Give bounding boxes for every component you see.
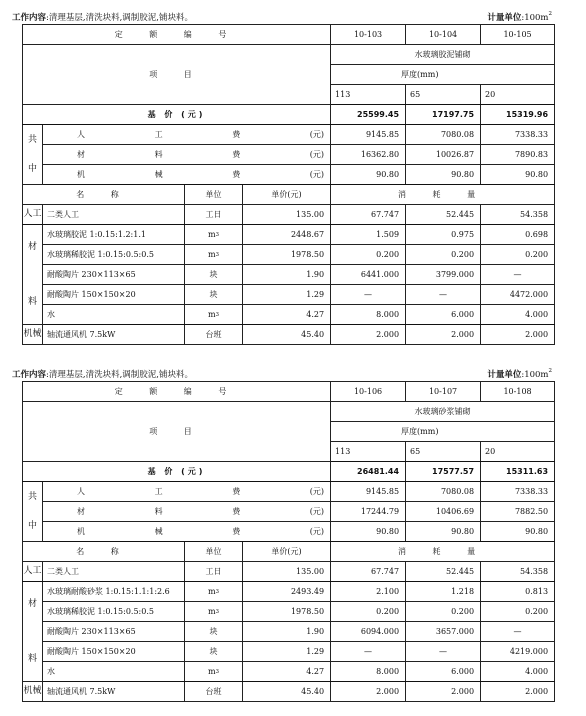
- material-row: [23, 582, 555, 602]
- quota-table: [22, 24, 555, 345]
- consumption-header: 消 耗 量: [331, 185, 555, 205]
- materials-side-label: [23, 582, 43, 682]
- of-which-char: 中: [27, 163, 37, 174]
- material-name: 水: [43, 662, 185, 682]
- material-value: 1.509: [331, 225, 406, 245]
- labor-name: 二类人工: [43, 205, 185, 225]
- material-unit-text: 块: [209, 289, 218, 299]
- fee-char: 料: [154, 149, 163, 159]
- name-column-header: 名 称: [23, 542, 185, 562]
- material-unit-text: m: [207, 666, 216, 676]
- material-unit: [185, 622, 243, 642]
- base-price: 15319.96: [481, 105, 555, 125]
- fee-label: [43, 522, 331, 542]
- fee-char: (元): [309, 506, 325, 516]
- material-value: —: [481, 622, 555, 642]
- material-row: [23, 622, 555, 642]
- fee-row: [23, 502, 555, 522]
- measure-unit: [487, 11, 552, 23]
- fee-label: [43, 502, 331, 522]
- consumption-header: 消 耗 量: [331, 542, 555, 562]
- measure-unit-value: :100m: [521, 13, 549, 23]
- material-value: 0.200: [406, 245, 481, 265]
- material-value: 0.698: [481, 225, 555, 245]
- fee-row: [23, 522, 555, 542]
- material-name: 水玻璃稀胶泥 1:0.15:0.5:0.5: [43, 245, 185, 265]
- quota-code-label: 定 额 编 号: [23, 382, 331, 402]
- price-column-header: 单价(元): [243, 542, 331, 562]
- material-unit-text: m: [207, 586, 216, 596]
- quota-code-row: [23, 382, 555, 402]
- quota-table-block: [0, 365, 586, 702]
- quota-table-block: [0, 8, 586, 345]
- material-unit-text: m: [207, 249, 216, 259]
- price-column-header: 单价(元): [243, 185, 331, 205]
- quota-code: 10-105: [481, 25, 555, 45]
- material-name: 耐酸陶片 230×113×65: [43, 265, 185, 285]
- item-label: 项 目: [23, 402, 331, 462]
- base-price-label: 基 价 (元): [23, 462, 331, 482]
- material-value: 3657.000: [406, 622, 481, 642]
- fee-value: 7338.33: [481, 482, 555, 502]
- measure-unit: [487, 368, 552, 380]
- of-which-char: 中: [27, 520, 37, 531]
- fee-char: 械: [154, 169, 163, 179]
- work-content: [12, 368, 193, 380]
- material-unit: [185, 305, 243, 325]
- column-header-row: [23, 542, 555, 562]
- material-unit-text: m: [207, 309, 216, 319]
- unit-column-header: 单位: [185, 185, 243, 205]
- labor-name: 二类人工: [43, 562, 185, 582]
- material-value: 0.200: [406, 602, 481, 622]
- name-column-header: 名 称: [23, 185, 185, 205]
- material-value: 0.975: [406, 225, 481, 245]
- fee-char: 工: [154, 129, 163, 139]
- material-value: —: [406, 642, 481, 662]
- quota-table: [22, 381, 555, 702]
- material-value: —: [481, 265, 555, 285]
- measure-unit-label: 计量单位: [487, 13, 522, 23]
- fee-char: 费: [232, 129, 241, 139]
- fee-value: 90.80: [331, 522, 406, 542]
- material-unit-sup: 3: [215, 668, 220, 675]
- fee-value: 7080.08: [406, 125, 481, 145]
- fee-value: 9145.85: [331, 482, 406, 502]
- material-value: 4.000: [481, 662, 555, 682]
- material-price: 2493.49: [243, 582, 331, 602]
- labor-unit: 工日: [185, 562, 243, 582]
- base-price-row: [23, 105, 555, 125]
- labor-value: 67.747: [331, 562, 406, 582]
- material-unit: [185, 582, 243, 602]
- machine-value: 2.000: [481, 325, 555, 345]
- fee-label-chars: [43, 507, 330, 517]
- labor-value: 54.358: [481, 205, 555, 225]
- labor-unit: 工日: [185, 205, 243, 225]
- fee-char: 材: [77, 506, 85, 516]
- fee-char: 人: [77, 129, 85, 139]
- fee-char: 人: [77, 486, 85, 496]
- quota-code: 10-104: [406, 25, 481, 45]
- fee-char: 费: [232, 486, 241, 496]
- fee-char: 机: [77, 526, 85, 536]
- material-value: 0.200: [331, 245, 406, 265]
- machine-row: [23, 325, 555, 345]
- material-value: 8.000: [331, 662, 406, 682]
- material-price: 4.27: [243, 662, 331, 682]
- fee-value: 10026.87: [406, 145, 481, 165]
- fee-value: 90.80: [481, 165, 555, 185]
- machine-unit: 台班: [185, 682, 243, 702]
- thickness-value: 65: [406, 442, 481, 462]
- machine-unit: 台班: [185, 325, 243, 345]
- material-unit-text: m: [207, 606, 216, 616]
- material-unit: [185, 642, 243, 662]
- material-value: —: [331, 285, 406, 305]
- material-unit-text: 块: [209, 646, 218, 656]
- machine-value: 2.000: [331, 682, 406, 702]
- material-unit: [185, 285, 243, 305]
- material-unit: [185, 265, 243, 285]
- material-value: 4472.000: [481, 285, 555, 305]
- material-value: 6094.000: [331, 622, 406, 642]
- material-value: 0.200: [331, 602, 406, 622]
- material-unit-sup: 3: [215, 608, 220, 615]
- material-row: [23, 662, 555, 682]
- unit-superscript: 2: [548, 11, 552, 17]
- machine-value: 2.000: [406, 325, 481, 345]
- material-name: 耐酸陶片 150×150×20: [43, 642, 185, 662]
- fee-char: 料: [154, 506, 163, 516]
- quota-code: 10-108: [481, 382, 555, 402]
- base-price-label: 基 价 (元): [23, 105, 331, 125]
- fee-value: 16362.80: [331, 145, 406, 165]
- fee-char: 工: [154, 486, 163, 496]
- quota-code-label: 定 额 编 号: [23, 25, 331, 45]
- fee-label: [43, 482, 331, 502]
- materials-side-char: 材: [27, 598, 37, 609]
- material-name: 耐酸陶片 150×150×20: [43, 285, 185, 305]
- fee-value: 7338.33: [481, 125, 555, 145]
- machine-value: 2.000: [406, 682, 481, 702]
- material-value: 0.200: [481, 245, 555, 265]
- material-price: 1978.50: [243, 245, 331, 265]
- machine-price: 45.40: [243, 325, 331, 345]
- labor-value: 54.358: [481, 562, 555, 582]
- labor-price: 135.00: [243, 205, 331, 225]
- quota-code: 10-103: [331, 25, 406, 45]
- thickness-value: 113: [331, 442, 406, 462]
- group-title: 水玻璃砂浆铺砌: [331, 402, 555, 422]
- material-name: 水玻璃耐酸砂浆 1:0.15:1.1:1:2.6: [43, 582, 185, 602]
- fee-row: [23, 125, 555, 145]
- base-price: 17577.57: [406, 462, 481, 482]
- labor-value: 52.445: [406, 205, 481, 225]
- fee-value: 7890.83: [481, 145, 555, 165]
- material-price: 1.90: [243, 265, 331, 285]
- fee-label-chars: [43, 170, 330, 180]
- fee-value: 17244.79: [331, 502, 406, 522]
- fee-value: 90.80: [406, 165, 481, 185]
- materials-side-char: 料: [27, 653, 37, 664]
- material-row: [23, 225, 555, 245]
- unit-column-header: 单位: [185, 542, 243, 562]
- material-price: 2448.67: [243, 225, 331, 245]
- fee-row: [23, 165, 555, 185]
- material-row: [23, 245, 555, 265]
- labor-side-label: 人工: [23, 205, 43, 225]
- fee-value: 90.80: [406, 522, 481, 542]
- measure-unit-label: 计量单位: [487, 370, 522, 380]
- work-content: [12, 11, 193, 23]
- material-unit-sup: 3: [215, 251, 220, 258]
- material-value: 3799.000: [406, 265, 481, 285]
- materials-side-char: 料: [27, 296, 37, 307]
- fee-label-chars: [43, 130, 330, 140]
- labor-row: [23, 205, 555, 225]
- material-value: 0.813: [481, 582, 555, 602]
- material-value: 4.000: [481, 305, 555, 325]
- fee-char: 费: [232, 506, 241, 516]
- fee-char: (元): [309, 526, 325, 536]
- base-price: 15311.63: [481, 462, 555, 482]
- thickness-value: 20: [481, 442, 555, 462]
- fee-char: (元): [309, 486, 325, 496]
- material-price: 1978.50: [243, 602, 331, 622]
- work-content-label: 工作内容: [12, 370, 47, 380]
- material-price: 1.29: [243, 285, 331, 305]
- thickness-value: 65: [406, 85, 481, 105]
- table-header-line: [0, 365, 586, 381]
- machine-name: 轴流通风机 7.5kW: [43, 325, 185, 345]
- material-unit: [185, 245, 243, 265]
- fee-char: 费: [232, 169, 241, 179]
- machine-value: 2.000: [331, 325, 406, 345]
- fee-label: [43, 125, 331, 145]
- fee-char: 机: [77, 169, 85, 179]
- fee-row: [23, 482, 555, 502]
- fee-label-chars: [43, 487, 330, 497]
- fee-value: 90.80: [481, 522, 555, 542]
- material-value: —: [331, 642, 406, 662]
- base-price: 25599.45: [331, 105, 406, 125]
- fee-char: 费: [232, 149, 241, 159]
- work-content-text: :清理基层,清洗块料,调制胶泥,铺块料。: [46, 370, 193, 380]
- material-row: [23, 265, 555, 285]
- material-value: —: [406, 285, 481, 305]
- materials-side-char: 材: [27, 241, 37, 252]
- material-row: [23, 285, 555, 305]
- quota-code-row: [23, 25, 555, 45]
- material-unit-text: 块: [209, 269, 218, 279]
- material-unit-sup: 3: [215, 311, 220, 318]
- fee-char: (元): [309, 129, 325, 139]
- material-unit-text: 块: [209, 626, 218, 636]
- base-price-row: [23, 462, 555, 482]
- material-unit-sup: 3: [215, 588, 220, 595]
- machine-value: 2.000: [481, 682, 555, 702]
- fee-char: (元): [309, 149, 325, 159]
- material-value: 8.000: [331, 305, 406, 325]
- labor-row: [23, 562, 555, 582]
- base-price: 17197.75: [406, 105, 481, 125]
- machine-row: [23, 682, 555, 702]
- materials-side-label: [23, 225, 43, 325]
- fee-value: 9145.85: [331, 125, 406, 145]
- material-value: 6.000: [406, 662, 481, 682]
- material-unit: [185, 602, 243, 622]
- material-row: [23, 642, 555, 662]
- material-value: 6.000: [406, 305, 481, 325]
- machine-side-label: 机械: [23, 682, 43, 702]
- material-row: [23, 602, 555, 622]
- work-content-text: :清理基层,清洗块料,调制胶泥,铺块料。: [46, 13, 193, 23]
- material-unit-sup: 3: [215, 231, 220, 238]
- fee-label: [43, 145, 331, 165]
- material-unit: [185, 662, 243, 682]
- machine-name: 轴流通风机 7.5kW: [43, 682, 185, 702]
- fee-char: (元): [309, 169, 325, 179]
- fee-value: 7882.50: [481, 502, 555, 522]
- machine-price: 45.40: [243, 682, 331, 702]
- material-value: 1.218: [406, 582, 481, 602]
- item-row: [23, 402, 555, 422]
- measure-unit-value: :100m: [521, 370, 549, 380]
- material-name: 水: [43, 305, 185, 325]
- fee-char: 材: [77, 149, 85, 159]
- of-which-char: 共: [27, 134, 37, 145]
- material-price: 1.90: [243, 622, 331, 642]
- material-name: 耐酸陶片 230×113×65: [43, 622, 185, 642]
- labor-price: 135.00: [243, 562, 331, 582]
- material-value: 0.200: [481, 602, 555, 622]
- fee-label-chars: [43, 527, 330, 537]
- machine-side-label: 机械: [23, 325, 43, 345]
- fee-row: [23, 145, 555, 165]
- labor-side-label: 人工: [23, 562, 43, 582]
- fee-label: [43, 165, 331, 185]
- thickness-label: 厚度(mm): [331, 422, 555, 442]
- base-price: 26481.44: [331, 462, 406, 482]
- material-value: 4219.000: [481, 642, 555, 662]
- group-title: 水玻璃胶泥铺砌: [331, 45, 555, 65]
- labor-value: 67.747: [331, 205, 406, 225]
- work-content-label: 工作内容: [12, 13, 47, 23]
- labor-value: 52.445: [406, 562, 481, 582]
- material-unit: [185, 225, 243, 245]
- material-price: 1.29: [243, 642, 331, 662]
- material-name: 水玻璃胶泥 1:0.15:1.2:1.1: [43, 225, 185, 245]
- material-value: 2.100: [331, 582, 406, 602]
- material-unit-text: m: [207, 229, 216, 239]
- unit-superscript: 2: [548, 368, 552, 374]
- item-row: [23, 45, 555, 65]
- thickness-label: 厚度(mm): [331, 65, 555, 85]
- material-value: 6441.000: [331, 265, 406, 285]
- material-price: 4.27: [243, 305, 331, 325]
- quota-code: 10-106: [331, 382, 406, 402]
- thickness-value: 20: [481, 85, 555, 105]
- fee-value: 90.80: [331, 165, 406, 185]
- fee-char: 费: [232, 526, 241, 536]
- item-label: 项 目: [23, 45, 331, 105]
- fee-value: 10406.69: [406, 502, 481, 522]
- material-row: [23, 305, 555, 325]
- quota-code: 10-107: [406, 382, 481, 402]
- fee-char: 械: [154, 526, 163, 536]
- column-header-row: [23, 185, 555, 205]
- table-header-line: [0, 8, 586, 24]
- thickness-value: 113: [331, 85, 406, 105]
- of-which-label: [23, 125, 43, 185]
- of-which-label: [23, 482, 43, 542]
- fee-label-chars: [43, 150, 330, 160]
- material-name: 水玻璃稀胶泥 1:0.15:0.5:0.5: [43, 602, 185, 622]
- fee-value: 7080.08: [406, 482, 481, 502]
- of-which-char: 共: [27, 491, 37, 502]
